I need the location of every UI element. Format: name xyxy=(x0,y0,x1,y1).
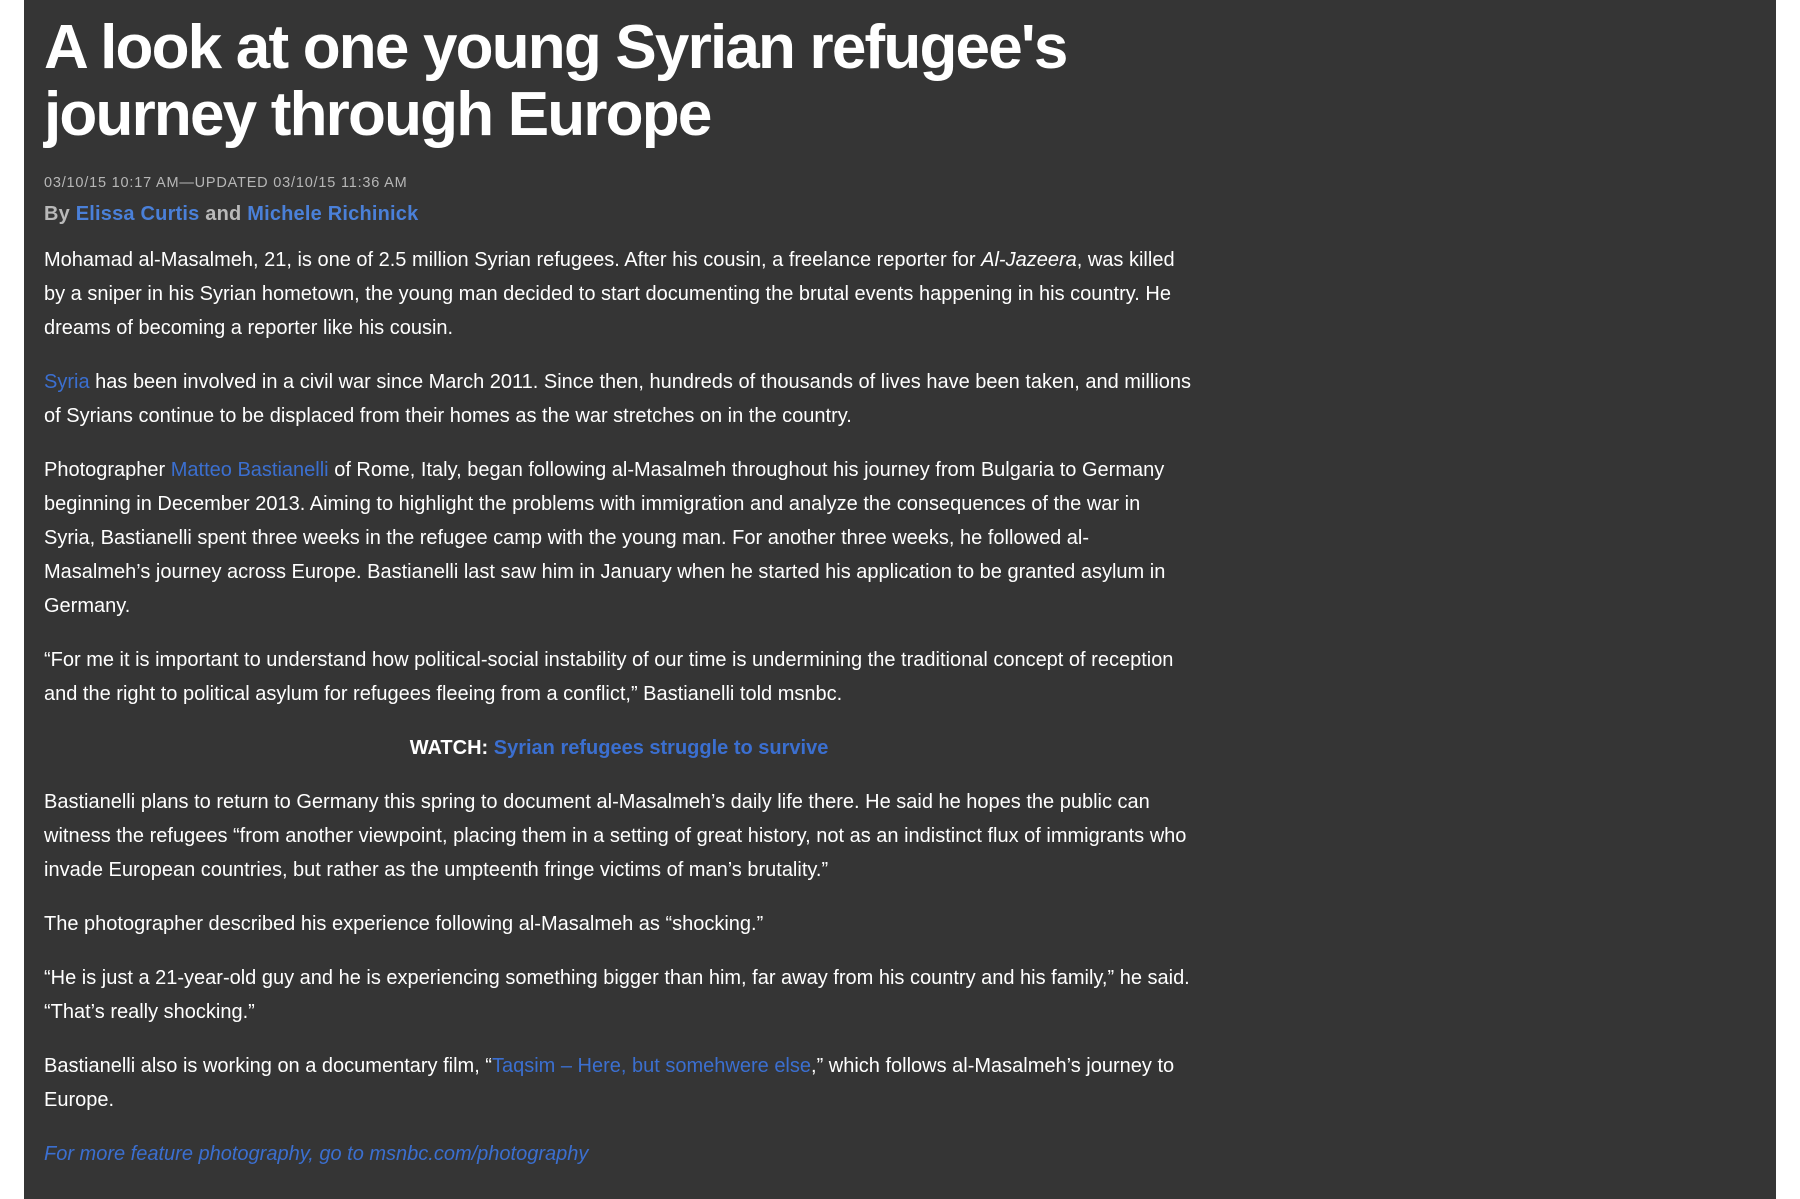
paragraph-2-text: has been involved in a civil war since March 2011. Since then, hundreds of thousands of lives have been taken, and millions of Syrians continue to be displaced from their homes as the war stretches on in the country. xyxy=(44,371,1191,427)
watch-line xyxy=(44,731,1194,765)
syria-link[interactable]: Syria xyxy=(44,371,90,393)
footer-paragraph xyxy=(44,1137,1194,1171)
author-link-elissa-curtis[interactable]: Elissa Curtis xyxy=(75,203,200,225)
paragraph-3-text-b: of Rome, Italy, began following al-Masalmeh throughout his journey from Bulgaria to Germany beginning in December 2013. Aiming to highlight the problems with immigration and analyze the consequences of the war in Syria, Bastianelli spent three weeks in the refugee camp with the young man. For another three weeks, he followed al-Masalmeh’s journey across Europe. Bastianelli last saw him in January when he started his application to be granted asylum in Germany. xyxy=(44,459,1166,617)
paragraph-8-text-b: ,” which follows al-Masalmeh’s journey to Europe. xyxy=(44,1055,1175,1111)
photographer-link[interactable]: Matteo Bastianelli xyxy=(170,459,329,481)
paragraph-1-text-a: Mohamad al-Masalmeh, 21, is one of 2.5 million Syrian refugees. After his cousin, a freelance reporter for xyxy=(44,249,982,271)
byline-conjunction: and xyxy=(205,203,242,225)
paragraph-6: The photographer described his experience following al-Masalmeh as “shocking.” xyxy=(44,913,764,935)
author-link-michele-richinick[interactable]: Michele Richinick xyxy=(247,203,419,225)
paragraph-2 xyxy=(44,365,1194,433)
paragraph-3 xyxy=(44,453,1194,623)
headline: A look at one young Syrian refugee's journey through Europe xyxy=(44,13,1067,149)
paragraph-3-text-a: Photographer xyxy=(44,459,171,481)
timestamp: 03/10/15 10:17 AM—UPDATED 03/10/15 11:36 AM xyxy=(44,175,408,191)
paragraph-8 xyxy=(44,1049,1194,1117)
watch-label: WATCH: xyxy=(409,737,489,759)
watch-video-link[interactable]: Syrian refugees struggle to survive xyxy=(493,737,829,759)
article xyxy=(44,14,1194,1191)
paragraph-1 xyxy=(44,243,1194,345)
documentary-link[interactable]: Taqsim – Here, but somehwere else xyxy=(491,1055,812,1077)
byline xyxy=(44,203,1194,226)
byline-prefix: By xyxy=(44,203,70,225)
paragraph-7: “He is just a 21-year-old guy and he is experiencing something bigger than him, far away from his country and his family,” he said. “That’s really shocking.” xyxy=(44,967,1190,1023)
paragraph-1-text-b: , was killed by a sniper in his Syrian hometown, the young man decided to start documenting the brutal events happening in his country. He dreams of becoming a reporter like his cousin. xyxy=(44,249,1175,339)
paragraph-4: “For me it is important to understand how political-social instability of our time is undermining the traditional concept of reception and the right to political asylum for refugees fleeing from a conflict,” Bastianelli told msnbc. xyxy=(44,649,1174,705)
publication-name: Al-Jazeera xyxy=(981,249,1077,271)
article-body xyxy=(44,243,1194,1171)
page-frame xyxy=(24,0,1776,1199)
paragraph-8-text-a: Bastianelli also is working on a documentary film, “ xyxy=(44,1055,492,1077)
feature-photography-link[interactable]: For more feature photography, go to msnbc.com/photography xyxy=(44,1143,589,1165)
paragraph-5: Bastianelli plans to return to Germany this spring to document al-Masalmeh’s daily life there. He said he hopes the public can witness the refugees “from another viewpoint, placing them in a setting of great history, not as an indistinct flux of immigrants who invade European countries, but rather as the umpteenth fringe victims of man’s brutality.” xyxy=(44,791,1187,881)
